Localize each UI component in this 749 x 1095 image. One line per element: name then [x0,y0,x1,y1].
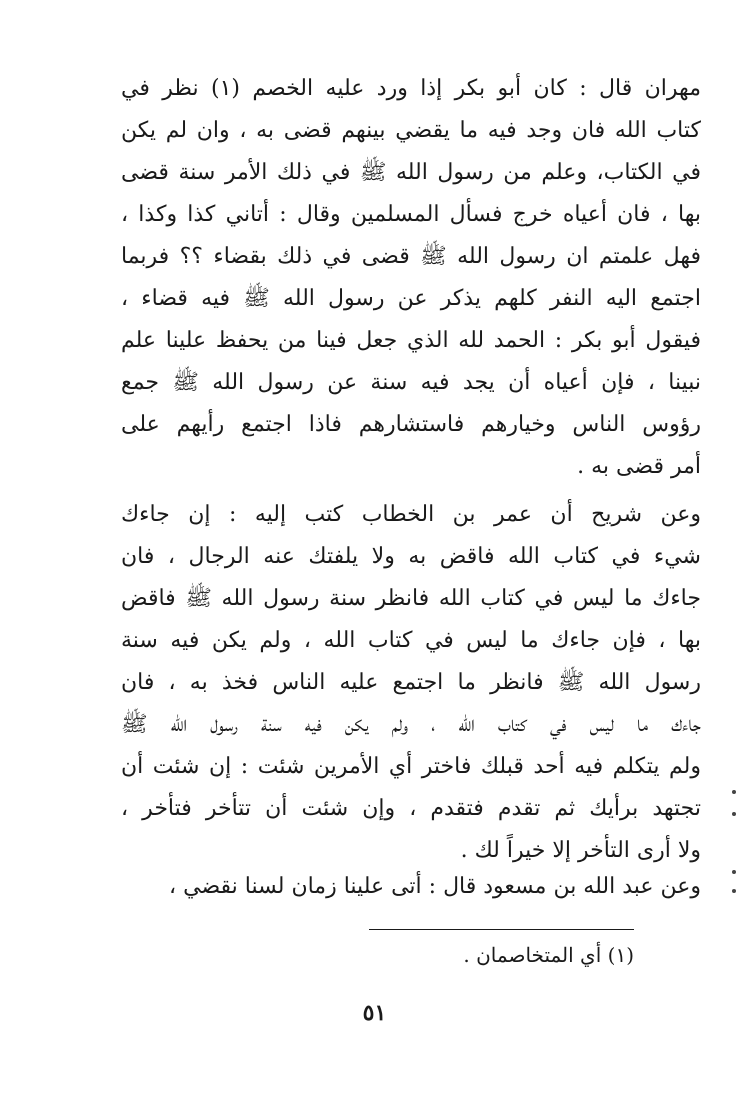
text-line: جاءك ما ليس في كتاب الله ، ولم يكن فيه سنة رسول الله ﷺ [121,712,701,737]
text-line: أمر قضى به . [577,454,701,479]
text-line: رؤوس الناس وخيارهم فاستشارهم فاذا اجتمع رأيهم على [121,412,701,437]
margin-dot [732,870,736,874]
text-line: نبينا ، فإن أعياه أن يجد فيه سنة عن رسول الله ﷺ جمع [121,370,701,395]
text-line: جاءك ما ليس في كتاب الله فانظر سنة رسول الله ﷺ فاقض [121,586,701,611]
text-line: بها ، فان أعياه خرج فسأل المسلمين وقال : أتاني كذا وكذا ، [121,202,701,227]
text-line: فيقول أبو بكر : الحمد لله الذي جعل فينا من يحفظ علينا علم [121,328,701,353]
text-line: بها ، فإن جاءك ما ليس في كتاب الله ، ولم يكن فيه سنة [121,628,701,653]
text-line: مهران قال : كان أبو بكر إذا ورد عليه الخصم (١) نظر في [121,76,701,101]
text-line: كتاب الله فان وجد فيه ما يقضي بينهم قضى به ، وان لم يكن [121,118,701,143]
text-line: وعن عبد الله بن مسعود قال : أتى علينا زمان لسنا نقضي ، [169,874,701,899]
text-line: شيء في كتاب الله فاقض به ولا يلفتك عنه الرجال ، فان [121,544,701,569]
text-line: ولم يتكلم فيه أحد قبلك فاختر أي الأمرين شئت : إن شئت أن [121,754,701,779]
text-line: في الكتاب، وعلم من رسول الله ﷺ في ذلك الأمر سنة قضى [121,160,701,185]
footnote: (١) أي المتخاصمان . [463,943,634,967]
text-line: رسول الله ﷺ فانظر ما اجتمع عليه الناس فخذ به ، فان [121,670,701,695]
margin-dot [732,889,736,893]
paragraph-ibn-masud [121,866,701,908]
page-number: ٥١ [362,1000,387,1026]
footnote-divider [369,929,634,930]
margin-dot [732,790,736,794]
text-line: تجتهد برأيك ثم تقدم فتقدم ، وإن شئت أن تتأخر فتأخر ، [121,796,701,821]
margin-dot [732,812,736,816]
paragraph-abu-bakr [121,68,701,488]
text-line: اجتمع اليه النفر كلهم يذكر عن رسول الله ﷺ فيه قضاء ، [121,286,701,311]
text-line: وعن شريح أن عمر بن الخطاب كتب إليه : إن جاءك [121,502,701,527]
text-line: فهل علمتم ان رسول الله ﷺ قضى في ذلك بقضاء ؟؟ فربما [121,244,701,269]
text-line: ولا أرى التأخر إلا خيراً لك . [460,838,701,863]
paragraph-shurayh [121,494,701,872]
